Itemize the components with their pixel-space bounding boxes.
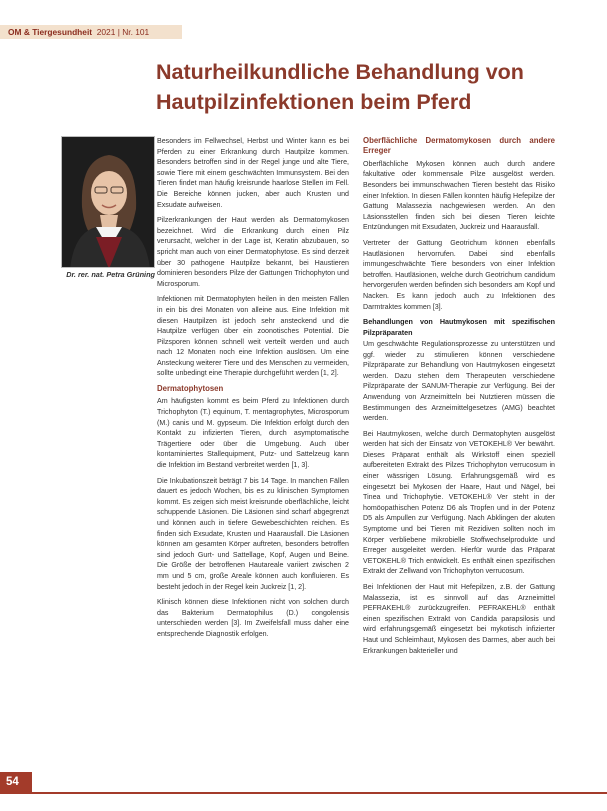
paragraph: Die Inkubationszeit beträgt 7 bis 14 Tage. In manchen Fällen dauert es jedoch Wochen, bis es zu klinischen Symptomen kommt. Es zeigen sich meist kreisrunde oberflächliche, leicht schuppende Läsionen. Die Läsionen sind scharf abgegrenzt und können auch in tiefere Gewebeschichten reichen. Es finden sich Exsudate, Krusten und Haarausfall. Die Läsionen können am gesamten Körper auftreten, besonders betroffen sind jedoch Gurt- und Sattellage, Kopf, Augen und Beine. Die Größe der betroffenen Hautareale variiert zwischen 2 mm und 5 cm, große Areale können auch konfluieren. Es besteht jedoch in der Regel kein Juckreiz [1, 2]. — [157, 476, 349, 591]
section-heading-behandlungen: Behandlungen von Hautmykosen mit spezifischen Pilzpräparaten — [363, 317, 555, 337]
magazine-name: OM & Tiergesundheit — [8, 27, 93, 37]
magazine-header — [0, 25, 182, 39]
paragraph: Am häufigsten kommt es beim Pferd zu Infektionen durch Trichophyton (T.) equinum, T. mentagrophytes, Microsporum (M.) canis und M. gypseum. Die Infektion erfolgt durch den Kontakt zu infizierten Tieren, durch asymptomatische Trägertiere oder über die Umgebung. Auch über kontaminiertes Stallequipment, Putz- und Sattelzeug kann die Infektion im Bestand verbreitet werden [1, 3]. — [157, 397, 349, 470]
author-portrait-illustration — [62, 137, 155, 268]
issue-info: 2021 | Nr. 101 — [96, 27, 150, 37]
paragraph: Um geschwächte Regulationsprozesse zu unterstützen und ggf. wieder zu stimulieren können verschiedene Pilzpräparate zur Behandlung von Hautmykosen eingesetzt werden. Dazu stehen dem Therapeuten verschiedene Pilzpräparate der SANUM-Therapie zur Verfügung. Bei der Anwendung von Arzneimitteln bei Nutztieren müssen die Bestimmungen des Arzneimittelgesetzes (AMG) beachtet werden. — [363, 339, 555, 423]
section-heading-dermatomykosen: Oberflächliche Dermatomykosen durch andere Erreger — [363, 136, 555, 156]
paragraph: Bei Infektionen der Haut mit Hefepilzen, z.B. der Gattung Malassezia, ist es sinnvoll auf das Arzneimittel PEFRAKEHL® zurückzugreifen. PEFRAKEHL® enthält einen spezifischen Extrakt von Candida parapsilosis und wird erfahrungsgemäß eingesetzt bei mykotisch infizierter Haut und Schleimhaut, Mykosen des Darmes, aber auch bei Erkrankungen bakterieller und — [363, 583, 555, 655]
header-text — [8, 25, 149, 39]
author-caption: Dr. rer. nat. Petra Grüning — [66, 270, 155, 279]
paragraph: Vertreter der Gattung Geotrichum können ebenfalls Hautläsionen hervorrufen. Dabei sind ebenfalls immungeschwächte Tiere besonders von einer Infektion betroffen. Hautläsionen, welche durch Geotrichum candidum hervorgerufen werden befinden sich besonders am Kopf und Nacken. Es kann jedoch auch zu Infektionen des Darmtraktes kommen [3]. — [363, 238, 555, 311]
footer-rule — [32, 792, 607, 794]
paragraph: Bei Hautmykosen, welche durch Dermatophyten ausgelöst werden hat sich der Einsatz von VETOKEHL® Ver bewährt. Dieses Präparat enthält als Wirkstoff einen speziell aufbereiteten Extrakt des Pilzes Trichophyton verrucosum in einer wässrigen Lösung. Erfahrungsgemäß wird es eingesetzt bei Mykosen der Haare, Haut und Nägel, bei Tinea und Trichophytie. VETOKEHL® Ver steht in der homöopathischen Potenz D6 als Tropfen und in der Potenz D5 als Ampullen zur Verfügung. Nach Abklingen der akuten Symptome und bei Tieren mit Rezidiven sollten noch im Körper verbliebene mikrobielle Stoffwechselprodukte und Erreger ausgeleitet werden. Hierfür wurde das Präparat VETOKEHL® Trich entwickelt. Es enthält einen spezifischen Extrakt der Zellwand von Trichophyton verrucosum. — [363, 429, 555, 576]
paragraph: Infektionen mit Dermatophyten heilen in den meisten Fällen in ein bis drei Monaten von alleine aus. Eine Infektion mit diesen Hautpilzen ist jedoch sehr ansteckend und die Hautpilze verfügen über ein zoonotisches Potential. Die Pilzsporen können schnell weit verteilt werden und auch nach 12 Monaten noch eine Infektion auslösen. Um eine Ansteckung weiterer Tiere und des Menschen zu vermeiden, sollte unbedingt eine Therapie durchgeführt werden [1, 2]. — [157, 295, 349, 378]
text-column-right — [363, 136, 555, 661]
section-heading-dermatophytosen: Dermatophytosen — [157, 384, 224, 394]
paragraph: Pilzerkrankungen der Haut werden als Dermatomykosen bezeichnet. Wird die Erkrankung durch einen Pilz verursacht, welcher in der Lage ist, Keratin abzubauen, so spricht man auch von einer Dermatophytose. Es sind derzeit über 30 pathogene Hautpilze bekannt, bei Haustieren dominieren besonders Pilze der Gattungen Trichophyton und Microsporum. — [157, 216, 349, 288]
paragraph: Klinisch können diese Infektionen nicht von solchen durch das Bakterium Dermatophilus (D.) congolensis unterschieden werden [3]. Im Zweifelsfall muss daher eine entsprechende Diagnostik erfolgen. — [157, 598, 349, 638]
paragraph: Besonders im Fellwechsel, Herbst und Winter kann es bei Pferden zu einer Erkrankung durch Hautpilze kommen. Besonders betroffen sind in der Regel junge und alte Tiere, sowie Tiere mit einem geschwächten Immunsystem. Bei den Tieren findet man häufig kreisrunde haarlose Stellen im Fell. Die Bereiche können jucken, aber auch Krusten und Exsudate aufweisen. — [157, 137, 349, 209]
article-title: Naturheilkundliche Behandlung von Hautpilzinfektionen beim Pferd — [156, 60, 524, 114]
text-column-left — [157, 136, 349, 645]
page-number: 54 — [6, 776, 19, 788]
page-number-box — [0, 772, 32, 794]
author-photo — [61, 136, 155, 268]
paragraph: Oberflächliche Mykosen können auch durch andere fakultative oder kommensale Pilze ausgelöst werden. Besonders bei immunschwachen Tieren besteht das Risiko einer Infektion. In diesen Fällen konnten häufig Hefepilze der Gattung Malassezia nachgewiesen werden. An den Läsionsstellen finden sich bei diesen Tieren leichte Entzündungen mit Exsudaten, Juckreiz und Haarausfall. — [363, 159, 555, 232]
